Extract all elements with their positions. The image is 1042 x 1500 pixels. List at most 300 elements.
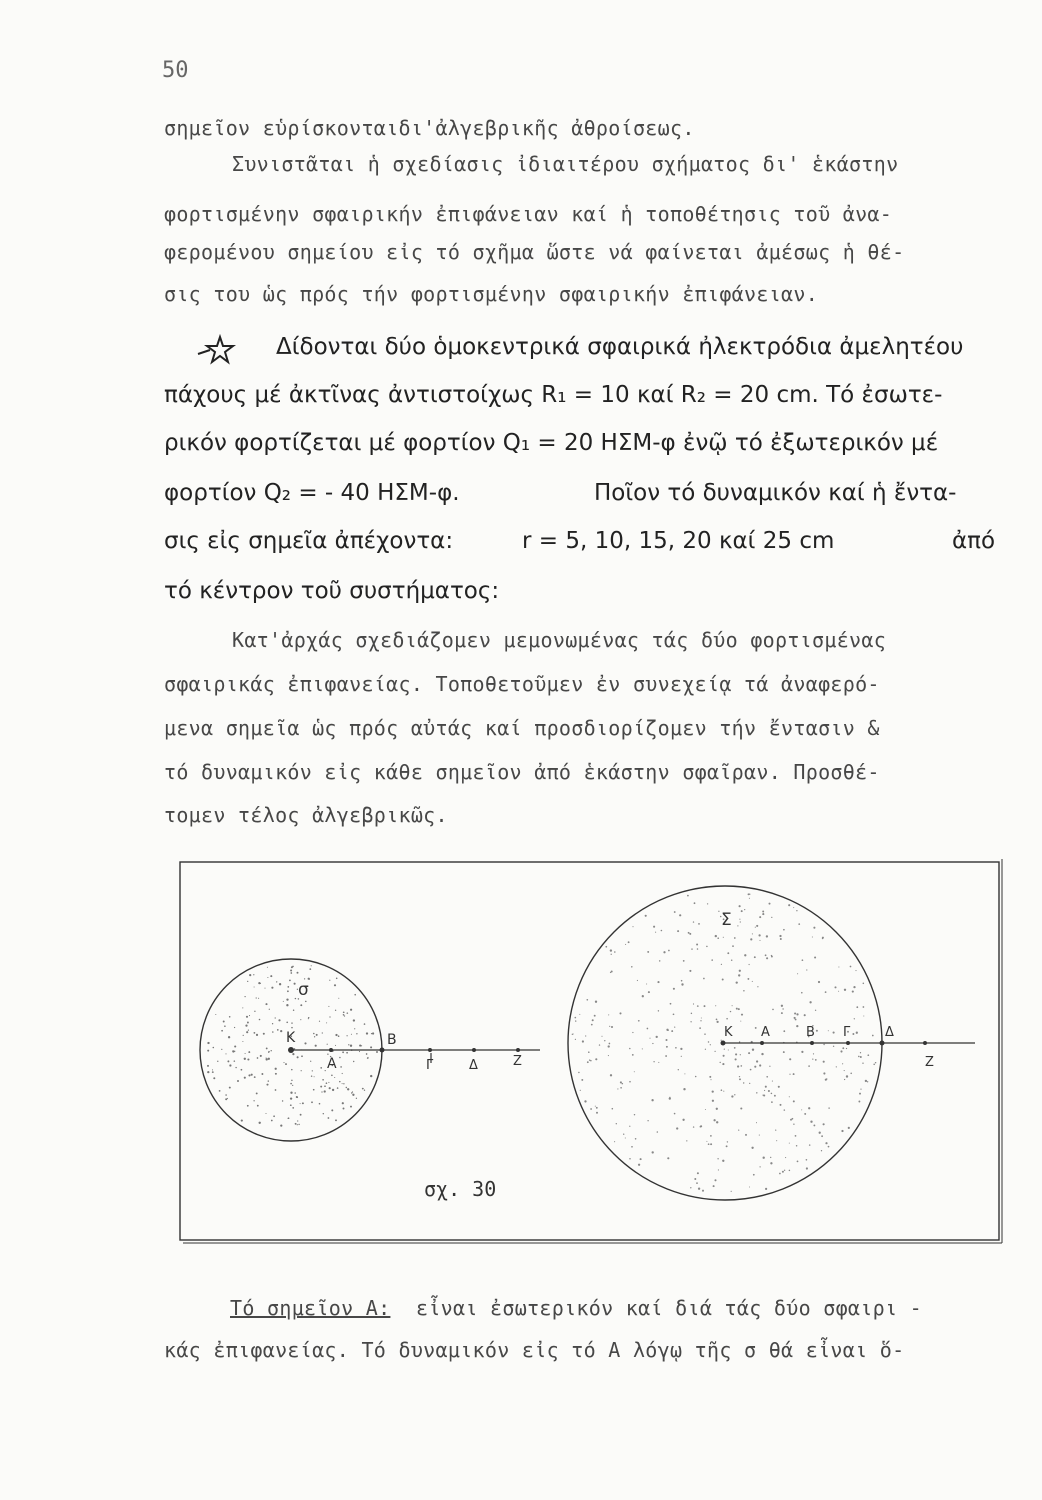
stipple-dot [846,1075,848,1077]
text-line: Κατ'ἀρχάς σχεδιάζομεν μεμονωμένας τάς δύο φορτισμένας [232,628,887,652]
stipple-dot [337,1087,339,1089]
stipple-dot [763,1157,765,1159]
stipple-dot [578,1072,579,1073]
label-G: Γ [426,1058,434,1073]
stipple-dot [815,1059,817,1061]
stipple-dot [245,1025,247,1027]
stipple-dot [698,923,700,925]
stipple-dot [629,1126,630,1127]
stipple-dot [740,1107,742,1109]
stipple-dot [286,1021,288,1023]
stipple-dot [346,1052,348,1054]
stipple-dot [772,1081,773,1082]
stipple-dot [652,1151,654,1153]
stipple-dot [269,1009,270,1010]
stipple-dot [634,1071,635,1072]
stipple-dot [848,1127,850,1129]
stipple-dot [309,968,311,970]
stipple-dot [344,1015,345,1016]
stipple-dot [844,1070,845,1071]
stipple-dot [850,966,852,968]
stipple-dot [828,1030,829,1031]
stipple-dot [716,1021,718,1023]
stipple-dot [338,998,339,999]
stipple-dot [783,1030,785,1032]
text-line: μενα σημεῖα ὡς πρός αὐτάς καί προσδιορίζομεν τήν ἔντασιν & [164,716,880,740]
stipple-dot [247,1058,249,1060]
stipple-dot [702,1190,704,1192]
stipple-dot [245,1053,246,1054]
stipple-dot [219,1090,221,1092]
label-K: K [286,1030,296,1046]
stipple-dot [601,1036,602,1037]
stipple-dot [282,1100,283,1101]
stipple-dot [294,1092,296,1094]
stipple-dot [682,1119,684,1121]
stipple-dot [756,1092,757,1093]
stipple-dot [793,1123,794,1124]
stipple-dot [730,1011,731,1012]
stipple-dot [722,1160,724,1162]
stipple-dot [797,1161,799,1163]
stipple-dot [632,926,633,927]
text-line: Συνιστᾶται ἡ σχεδίασις ἰδιαιτέρου σχήματος δι' ἑκάστην [232,152,899,176]
stipple-dot [295,1123,297,1125]
stipple-dot [731,1095,733,1097]
stipple-dot [815,1010,816,1011]
stipple-dot [343,1011,345,1013]
stipple-dot [249,974,251,976]
stipple-dot [247,981,248,982]
stipple-dot [213,1047,215,1049]
stipple-dot [683,1088,685,1090]
stipple-dot [739,919,740,920]
stipple-dot [860,1052,861,1053]
stipple-dot [749,898,750,899]
stipple-dot [723,1091,724,1092]
stipple-dot [635,1138,637,1140]
stipple-dot [712,1100,714,1102]
stipple-dot [813,1124,815,1126]
stipple-dot [592,1019,594,1021]
stipple-dot [841,1130,843,1132]
stipple-dot [370,1075,372,1077]
stipple-dot [759,940,760,941]
stipple-dot [771,1093,773,1095]
stipple-dot [335,1045,336,1046]
stipple-dot [790,1119,792,1121]
stipple-dot [614,1141,615,1142]
stipple-dot [752,1049,754,1051]
label-A: A [327,1056,337,1072]
stipple-dot [873,1064,875,1066]
stipple-dot [658,1062,659,1063]
stipple-dot [716,1019,718,1021]
stipple-dot [586,999,588,1001]
stipple-dot [802,959,804,961]
problem-line: Ποῖον τό δυναμικόν καί ἡ ἔντα- [594,480,957,506]
stipple-dot [766,957,768,959]
stipple-dot [752,981,753,982]
stipple-dot [253,1032,255,1034]
stipple-dot [305,1001,307,1003]
stipple-dot [670,1003,672,1005]
text-line: σημεῖον εὑρίσκονταιδι'ἀλγεβρικῆς ἀθροίσεως. [164,116,695,140]
stipple-dot [759,1166,760,1167]
stipple-dot [342,1083,343,1084]
stipple-dot [234,1060,236,1062]
stipple-dot [229,1087,231,1089]
stipple-dot [756,925,758,927]
stipple-dot [710,1143,712,1145]
stipple-dot [782,1171,784,1173]
stipple-dot [732,945,734,947]
stipple-dot [620,1081,622,1083]
stipple-dot [610,949,612,951]
stipple-dot [703,978,705,980]
stipple-dot [297,1097,299,1099]
label-A: A [761,1025,770,1040]
stipple-dot [674,1113,676,1115]
stipple-dot [272,1023,273,1024]
stipple-dot [631,966,633,968]
stipple-dot [322,1079,324,1081]
stipple-dot [327,1044,328,1045]
stipple-dot [301,1055,303,1057]
stipple-dot [638,1020,640,1022]
stipple-dot [278,1019,280,1021]
stipple-dot [739,1076,740,1077]
stipple-dot [727,952,729,954]
stipple-dot [724,1048,725,1049]
label-K: K [724,1025,733,1040]
stipple-dot [616,1123,617,1124]
stipple-dot [608,1014,609,1015]
stipple-dot [789,1170,791,1172]
stipple-dot [286,1004,288,1006]
stipple-dot [689,970,691,972]
stipple-dot [611,954,612,955]
stipple-dot [332,1089,334,1091]
stipple-dot [292,1107,294,1109]
stipple-dot [579,1014,580,1015]
stipple-dot [668,950,670,952]
stipple-dot [324,1085,326,1087]
stipple-dot [614,951,616,953]
stipple-dot [646,983,647,984]
stipple-dot [745,1134,747,1136]
stipple-dot [370,1046,372,1048]
stipple-dot [312,1070,313,1071]
stipple-dot [580,1090,581,1091]
stipple-dot [280,1030,282,1032]
stipple-dot [241,1120,243,1122]
stipple-dot [291,1027,293,1029]
stipple-dot [292,1053,294,1055]
stipple-dot [258,982,260,984]
stipple-dot [747,978,749,980]
stipple-dot [735,1053,737,1055]
stipple-dot [765,1188,767,1190]
stipple-dot [796,1145,798,1147]
stipple-dot [783,929,785,931]
stipple-dot [328,1082,329,1083]
stipple-dot [354,1028,355,1029]
problem-line: Δίδονται δύο ὁμοκεντρικά σφαιρικά ἠλεκτρόδια ἀμελητέου [276,334,964,360]
stipple-dot [867,1081,868,1082]
stipple-dot [863,1006,865,1008]
stipple-dot [669,1097,671,1099]
stipple-dot [681,983,683,985]
stipple-dot [719,1062,720,1063]
stipple-dot [280,1125,282,1127]
stipple-dot [300,1004,302,1006]
stipple-dot [346,1035,347,1036]
stipple-dot [590,1108,592,1110]
stipple-dot [850,1073,852,1075]
text-line: σις του ὡς πρός τήν φορτισμένην σφαιρικήν ἐπιφάνειαν. [164,282,819,306]
stipple-dot [649,1038,650,1039]
stipple-dot [642,1048,643,1049]
stipple-dot [691,948,692,949]
stipple-dot [581,1079,583,1081]
stipple-dot [788,904,790,906]
stipple-dot [838,966,839,967]
stipple-dot [228,1036,230,1038]
stipple-dot [587,1061,589,1063]
stipple-dot [665,1055,667,1057]
stipple-dot [596,1107,598,1109]
stipple-dot [584,1100,586,1102]
stipple-dot [819,1132,821,1134]
stipple-dot [656,1036,658,1038]
stipple-dot [342,1073,343,1074]
stipple-dot [840,1050,842,1052]
stipple-dot [804,1014,806,1016]
stipple-dot [759,916,761,918]
stipple-dot [256,1092,258,1094]
stipple-dot [314,1036,315,1037]
stipple-dot [229,1016,231,1018]
stipple-dot [673,1013,675,1015]
stipple-dot [610,972,611,973]
stipple-dot [266,1084,268,1086]
stipple-dot [863,983,865,985]
stipple-dot [666,1029,668,1031]
stipple-dot [297,1056,299,1058]
stipple-dot [248,1074,250,1076]
stipple-dot [271,987,273,989]
stipple-dot [291,1022,292,1023]
stipple-dot [713,1185,715,1187]
stipple-dot [585,1035,586,1036]
stipple-dot [717,937,719,939]
stipple-dot [666,1046,668,1048]
stipple-dot [789,1074,790,1075]
stipple-dot [259,1122,261,1124]
label-Z: Z [513,1054,522,1069]
stipple-dot [818,981,820,983]
stipple-dot [759,1135,760,1136]
stipple-dot [604,1040,605,1041]
label-Sigma: Σ [721,910,732,930]
stipple-dot [609,1026,610,1027]
stipple-dot [207,1042,209,1044]
stipple-dot [328,1117,330,1119]
stipple-dot [631,1146,633,1148]
stipple-dot [651,1099,653,1101]
stipple-dot [256,997,257,998]
stipple-dot [743,1082,744,1083]
stipple-dot [353,1061,354,1062]
stipple-dot [319,1021,320,1022]
stipple-dot [834,986,836,988]
stipple-dot [671,1030,673,1032]
stipple-dot [351,1034,352,1035]
stipple-dot [572,1034,573,1035]
stipple-dot [294,983,296,985]
stipple-dot [709,1076,711,1078]
stipple-dot [718,911,719,912]
stipple-dot [710,1079,711,1080]
stipple-dot [717,1158,718,1159]
stipple-dot [235,1067,236,1068]
distance-values: r = 5, 10, 15, 20 καί 25 cm [522,528,835,554]
stipple-dot [661,930,663,932]
stipple-dot [316,1034,318,1036]
stipple-dot [798,923,800,925]
stipple-dot [350,1009,352,1011]
stipple-dot [575,1020,576,1021]
stipple-dot [591,1024,593,1026]
stipple-dot [677,930,679,932]
stipple-dot [754,1066,756,1068]
stipple-dot [723,1055,725,1057]
stipple-dot [711,959,713,961]
stipple-dot [822,937,824,939]
stipple-dot [629,1081,631,1083]
stipple-dot [761,1053,763,1055]
stipple-dot [859,1093,861,1095]
stipple-dot [625,944,626,945]
stipple-dot [297,972,299,974]
stipple-dot [705,1109,706,1110]
stipple-dot [863,1016,864,1017]
stipple-dot [812,936,813,937]
stipple-dot [645,915,647,917]
stipple-dot [739,1078,741,1080]
stipple-dot [828,1146,830,1148]
stipple-dot [354,994,356,996]
stipple-dot [599,1044,600,1045]
stipple-dot [695,1076,697,1078]
stipple-dot [750,1069,752,1071]
stipple-dot [801,1051,803,1053]
stipple-dot [739,905,741,907]
stipple-dot [842,1047,844,1049]
stipple-dot [224,1025,226,1027]
stipple-dot [288,1118,289,1119]
text-line: σφαιρικάς ἐπιφανείας. Τοποθετοῦμεν ἐν συνεχείᾳ τά ἀναφερό- [164,672,880,696]
stipple-dot [765,954,767,956]
stipple-dot [748,1052,750,1054]
stipple-dot [301,1070,302,1071]
stipple-dot [683,960,685,962]
stipple-dot [300,1103,301,1104]
stipple-dot [794,1012,796,1014]
stipple-dot [823,1123,825,1125]
stipple-dot [283,1062,284,1063]
stipple-dot [249,1015,250,1016]
stipple-dot [784,1170,785,1171]
stipple-dot [356,1098,357,1099]
stipple-dot [275,1017,276,1018]
stipple-dot [749,1083,750,1084]
stipple-dot [372,1032,374,1034]
stipple-dot [212,1069,213,1070]
stipple-dot [273,1115,275,1117]
stipple-dot [366,1053,368,1055]
stipple-dot [846,1048,847,1049]
stipple-dot [801,992,803,994]
figure-caption: σχ. 30 [424,1177,497,1201]
stipple-dot [590,1060,591,1061]
stipple-dot [823,1044,824,1045]
stipple-dot [637,980,638,981]
problem-line: φορτίον Q₂ = - 40 ΗΣΜ-φ. [164,480,460,506]
stipple-dot [741,1014,743,1016]
stipple-dot [674,1026,675,1027]
stipple-dot [796,1025,798,1027]
stipple-dot [793,907,794,908]
stipple-dot [690,1021,691,1022]
stipple-dot [343,1014,345,1016]
stipple-dot [700,1126,702,1128]
stipple-dot [701,1018,702,1019]
stipple-dot [298,1124,299,1125]
stipple-dot [770,1157,771,1158]
stipple-dot [612,1108,614,1110]
stipple-dot [327,1053,328,1054]
label-D: Δ [469,1058,478,1073]
stipple-dot [263,1033,265,1035]
stipple-dot [290,1097,292,1099]
stipple-dot [342,1051,344,1053]
stipple-dot [293,1010,294,1011]
stipple-dot [865,1080,867,1082]
stipple-dot [254,1011,255,1012]
stipple-dot [862,1062,863,1063]
text-line: τό δυναμικόν εἰς κάθε σημεῖον ἀπό ἑκάστην σφαῖραν. Προσθέ- [164,760,880,784]
stipple-dot [225,1053,226,1054]
stipple-dot [772,1009,774,1011]
stipple-dot [744,909,745,910]
stipple-dot [716,1121,718,1123]
stipple-dot [314,1076,315,1077]
stipple-dot [628,941,630,943]
stipple-dot [844,989,846,991]
stipple-dot [808,1107,810,1109]
stipple-dot [297,1124,298,1125]
center-point [288,1047,294,1053]
stipple-dot [740,1054,741,1055]
stipple-dot [647,1028,649,1030]
stipple-dot [657,981,659,983]
stipple-dot [291,1069,293,1071]
stipple-dot [257,1105,259,1107]
stipple-dot [338,1035,340,1037]
stipple-dot [858,1056,860,1058]
